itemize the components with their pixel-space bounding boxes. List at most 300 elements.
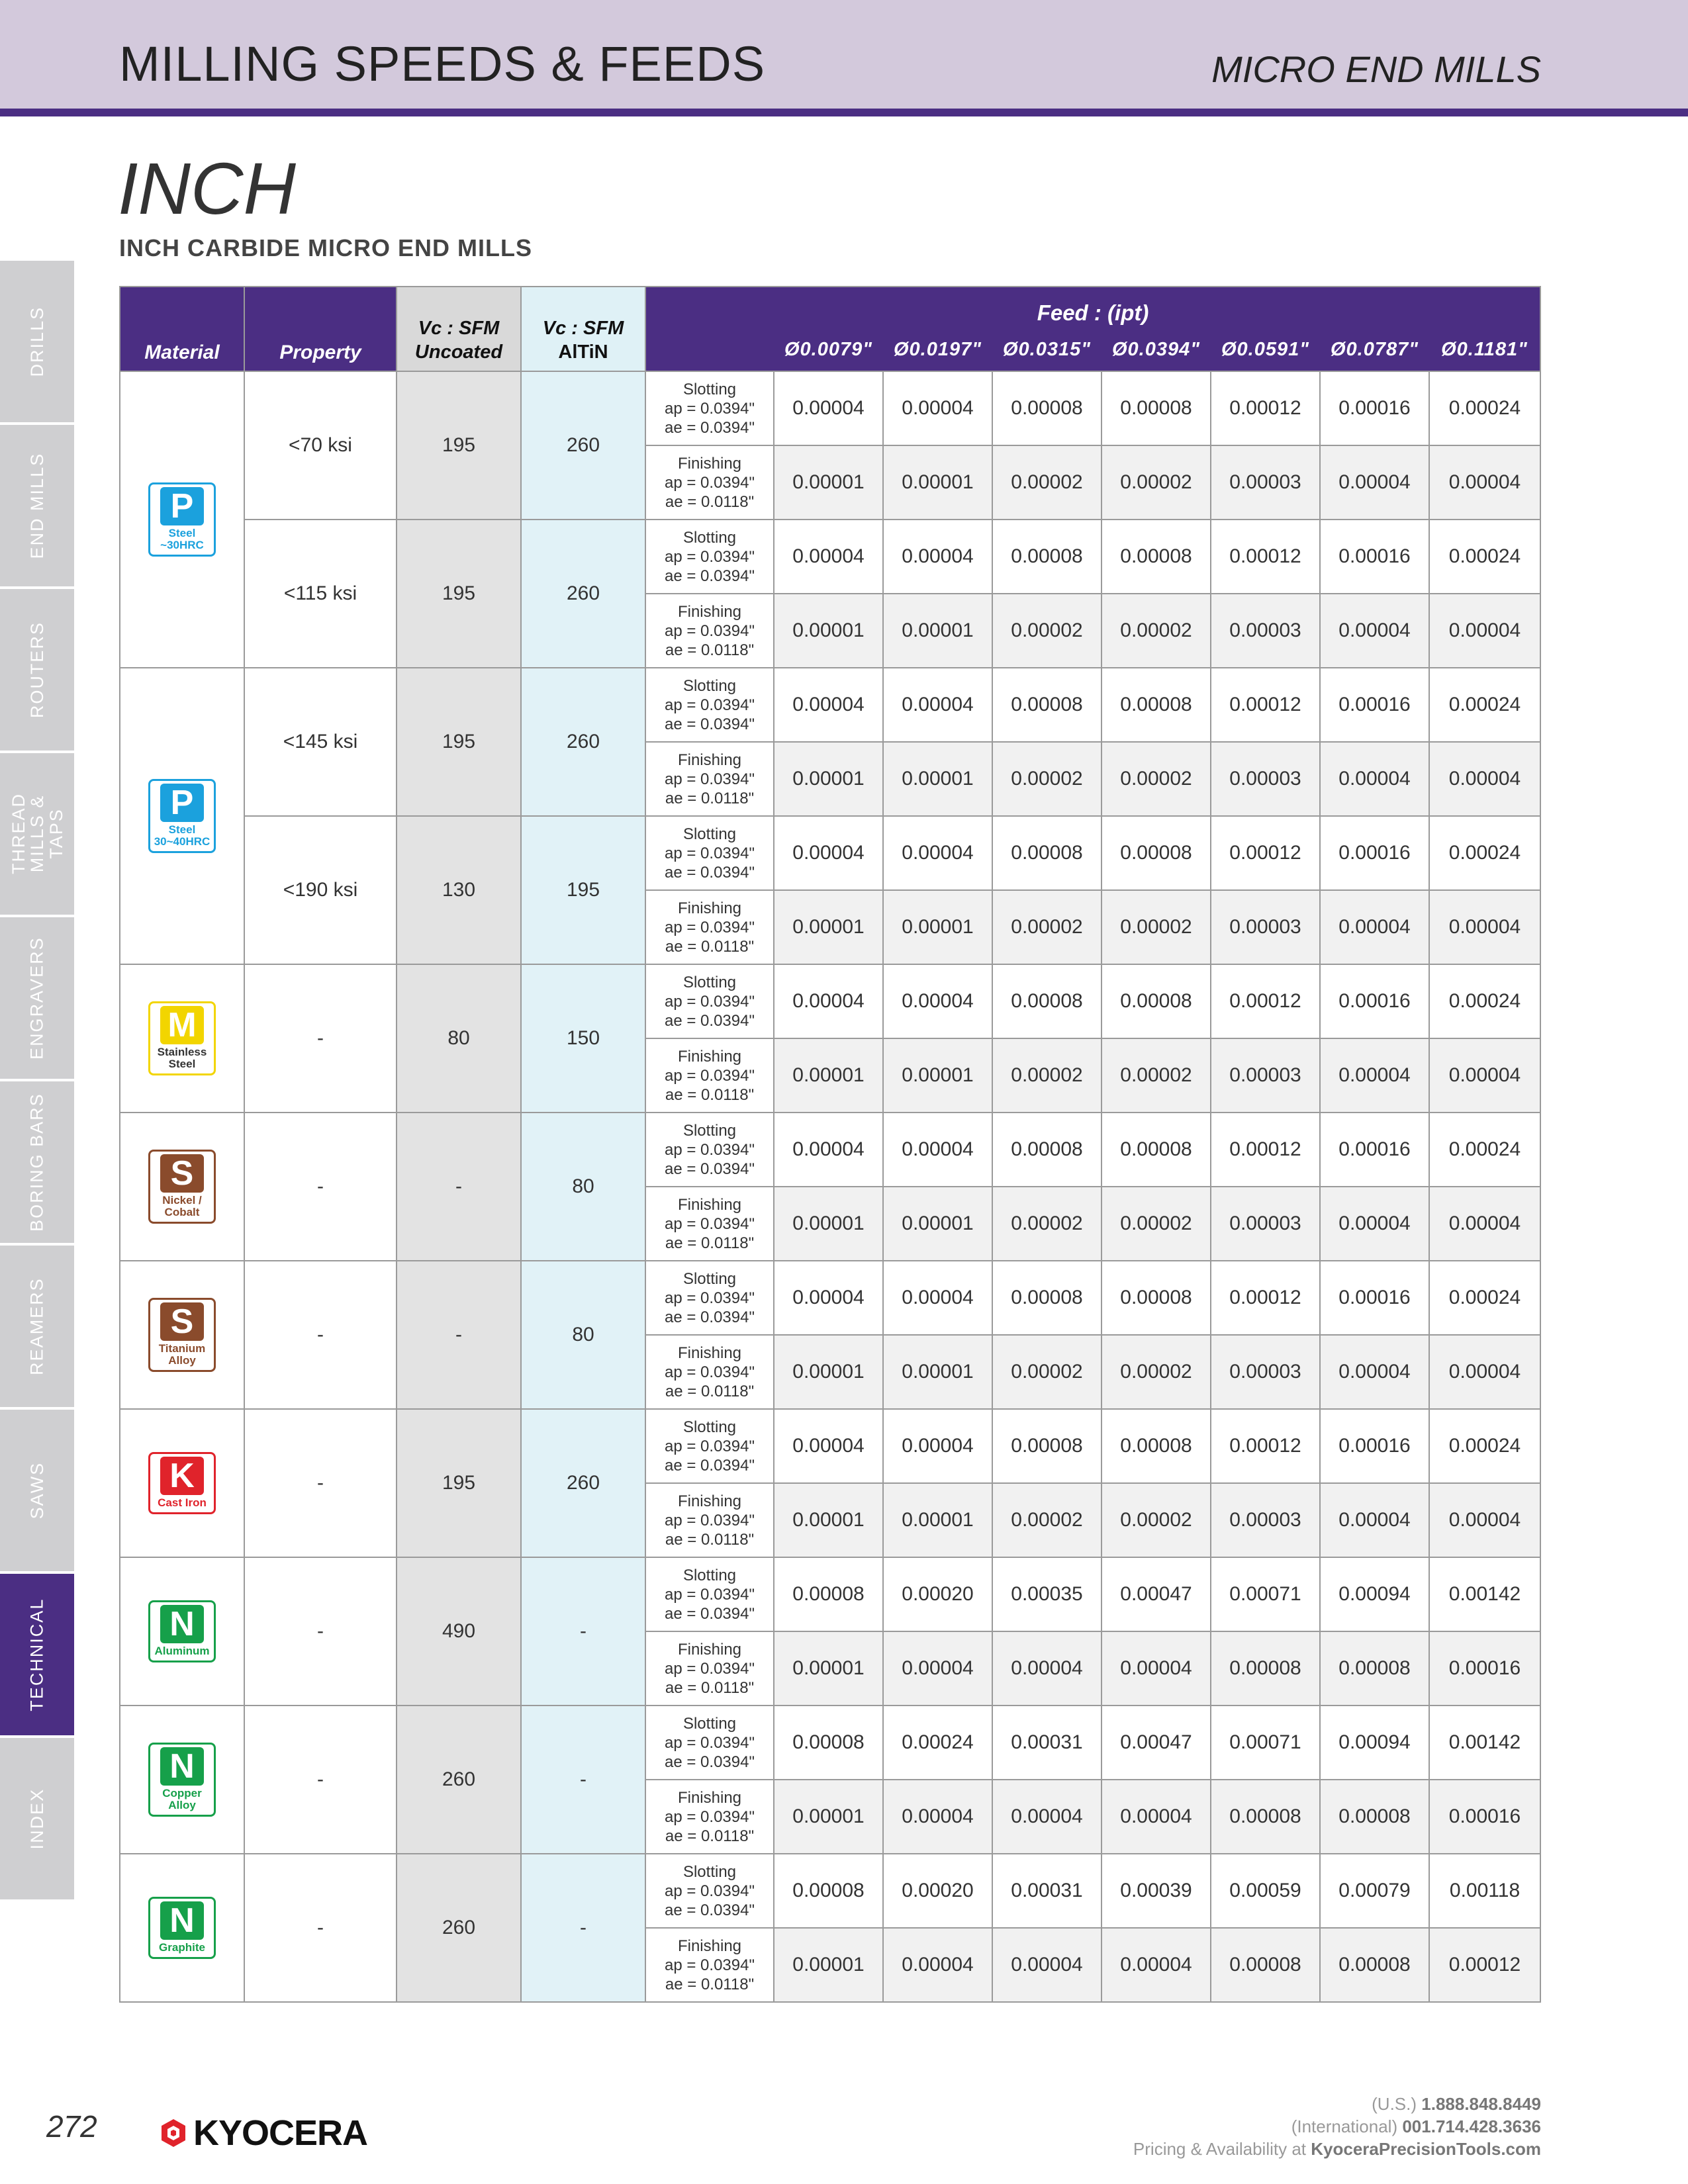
feed-value-cell: 0.00016	[1320, 371, 1429, 445]
slotting-line: Slotting	[682, 1714, 737, 1733]
table-row	[120, 964, 1540, 1038]
feed-value-cell: 0.00004	[883, 816, 992, 890]
feed-value-cell: 0.00012	[1211, 371, 1320, 445]
feed-value-cell: 0.00012	[1211, 668, 1320, 742]
slotting-line: ae = 0.0394"	[665, 1160, 755, 1178]
feed-value-cell: 0.00008	[1102, 816, 1211, 890]
header-material: Material	[120, 287, 244, 371]
header-diameter: Ø0.0079"	[774, 329, 883, 371]
feed-value-cell: 0.00004	[1320, 1483, 1429, 1557]
feed-value-cell: 0.00031	[992, 1706, 1102, 1780]
feed-value-cell: 0.00004	[1102, 1631, 1211, 1706]
vc-uncoated-cell: 195	[397, 520, 521, 668]
header-diameter: Ø0.0591"	[1211, 329, 1320, 371]
material-cell	[120, 1557, 244, 1706]
material-name: Titanium Alloy	[158, 1342, 206, 1367]
feed-value-cell: 0.00024	[1429, 668, 1540, 742]
finishing-line: ap = 0.0394"	[665, 1214, 755, 1233]
feed-value-cell: 0.00002	[992, 445, 1102, 520]
feed-value-cell: 0.00004	[1429, 594, 1540, 668]
feed-value-cell: 0.00008	[1102, 520, 1211, 594]
feed-value-cell: 0.00001	[883, 594, 992, 668]
feed-value-cell: 0.00024	[883, 1706, 992, 1780]
feed-value-cell: 0.00035	[992, 1557, 1102, 1631]
finishing-line: ap = 0.0394"	[665, 918, 755, 936]
feed-value-cell: 0.00004	[992, 1631, 1102, 1706]
brand-name: KYOCERA	[193, 2113, 368, 2153]
feed-value-cell: 0.00012	[1211, 520, 1320, 594]
slotting-cell	[645, 1261, 774, 1335]
slotting-line: ae = 0.0394"	[665, 715, 755, 733]
finishing-line: ap = 0.0394"	[665, 1066, 755, 1085]
vc-uncoated-cell: 260	[397, 1854, 521, 2002]
feed-value-cell: 0.00008	[1320, 1928, 1429, 2002]
feed-value-cell: 0.00001	[774, 1335, 883, 1409]
slotting-line: ae = 0.0394"	[665, 863, 755, 882]
material-cell	[120, 1113, 244, 1261]
tab-engravers[interactable]: ENGRAVERS	[0, 917, 74, 1079]
vc-uncoated-cell: 195	[397, 1409, 521, 1557]
feed-value-cell: 0.00004	[1429, 890, 1540, 964]
feed-value-cell: 0.00142	[1429, 1706, 1540, 1780]
feed-value-cell: 0.00012	[1211, 1113, 1320, 1187]
slotting-line: ap = 0.0394"	[665, 1733, 755, 1752]
finishing-cell	[645, 1038, 774, 1113]
material-name: Copper Alloy	[162, 1787, 202, 1811]
feed-value-cell: 0.00004	[1429, 1187, 1540, 1261]
feed-value-cell: 0.00004	[883, 668, 992, 742]
vc-altin-cell: -	[521, 1557, 645, 1706]
slotting-cell	[645, 964, 774, 1038]
property-cell: <70 ksi	[244, 371, 397, 520]
feed-value-cell: 0.00142	[1429, 1557, 1540, 1631]
feed-value-cell: 0.00004	[992, 1780, 1102, 1854]
feed-value-cell: 0.00004	[883, 1261, 992, 1335]
feed-value-cell: 0.00004	[774, 371, 883, 445]
feed-value-cell: 0.00004	[1320, 1038, 1429, 1113]
slotting-cell	[645, 1409, 774, 1483]
feed-value-cell: 0.00001	[883, 1483, 992, 1557]
property-cell: -	[244, 1409, 397, 1557]
feed-value-cell: 0.00020	[883, 1854, 992, 1928]
finishing-line: Finishing	[677, 1492, 742, 1510]
finishing-line: ae = 0.0118"	[665, 492, 755, 511]
feed-value-cell: 0.00071	[1211, 1557, 1320, 1631]
slotting-cell	[645, 371, 774, 445]
tab-thread-mills-taps[interactable]: THREAD MILLS & TAPS	[0, 753, 74, 915]
feed-value-cell: 0.00008	[992, 520, 1102, 594]
slotting-line: ae = 0.0394"	[665, 418, 755, 437]
page-header-rule	[0, 109, 1688, 116]
feed-value-cell: 0.00001	[774, 1038, 883, 1113]
material-name: Nickel / Cobalt	[162, 1194, 202, 1218]
slotting-line: ae = 0.0394"	[665, 1901, 755, 1919]
feed-value-cell: 0.00024	[1429, 964, 1540, 1038]
finishing-line: ap = 0.0394"	[665, 1363, 755, 1381]
table-row	[120, 371, 1540, 445]
material-cell	[120, 1409, 244, 1557]
feed-value-cell: 0.00003	[1211, 1483, 1320, 1557]
material-letter: S	[160, 1302, 204, 1341]
feed-value-cell: 0.00004	[1102, 1780, 1211, 1854]
finishing-line: ae = 0.0118"	[665, 937, 755, 956]
feed-value-cell: 0.00024	[1429, 1261, 1540, 1335]
feed-value-cell: 0.00008	[774, 1706, 883, 1780]
feed-value-cell: 0.00004	[883, 1409, 992, 1483]
property-cell: <190 ksi	[244, 816, 397, 964]
material-name: Aluminum	[154, 1645, 210, 1657]
material-name: Stainless Steel	[157, 1046, 207, 1070]
vc-uncoated-cell: 490	[397, 1557, 521, 1706]
feed-value-cell: 0.00059	[1211, 1854, 1320, 1928]
feed-value-cell: 0.00024	[1429, 816, 1540, 890]
feed-value-cell: 0.00012	[1211, 964, 1320, 1038]
feed-value-cell: 0.00001	[883, 1038, 992, 1113]
tab-drills[interactable]: DRILLS	[0, 261, 74, 422]
finishing-line: Finishing	[677, 454, 742, 473]
feed-value-cell: 0.00003	[1211, 445, 1320, 520]
header-property: Property	[244, 287, 397, 371]
feed-value-cell: 0.00002	[1102, 594, 1211, 668]
vc-uncoated-cell: 195	[397, 668, 521, 816]
feed-value-cell: 0.00003	[1211, 890, 1320, 964]
tab-routers[interactable]: ROUTERS	[0, 589, 74, 751]
feed-value-cell: 0.00001	[774, 742, 883, 816]
feed-value-cell: 0.00004	[774, 520, 883, 594]
slotting-line: ap = 0.0394"	[665, 1140, 755, 1159]
feed-value-cell: 0.00071	[1211, 1706, 1320, 1780]
table-row	[120, 668, 1540, 742]
material-cell	[120, 668, 244, 964]
material-name: Steel ~30HRC	[160, 527, 204, 551]
tab-index[interactable]: INDEX	[0, 1738, 74, 1899]
material-name: Steel 30~40HRC	[154, 823, 211, 848]
feed-value-cell: 0.00008	[992, 1409, 1102, 1483]
slotting-line: ap = 0.0394"	[665, 1437, 755, 1455]
tab-reamers[interactable]: REAMERS	[0, 1246, 74, 1407]
vc-uncoated-cell: -	[397, 1113, 521, 1261]
feed-value-cell: 0.00008	[992, 1261, 1102, 1335]
feed-value-cell: 0.00004	[883, 1631, 992, 1706]
slotting-line: Slotting	[682, 973, 737, 991]
feed-value-cell: 0.00012	[1211, 816, 1320, 890]
table-row	[120, 1409, 1540, 1483]
slotting-line: ae = 0.0394"	[665, 1604, 755, 1623]
finishing-line: ae = 0.0118"	[665, 1085, 755, 1104]
slotting-line: Slotting	[682, 1121, 737, 1140]
slotting-line: Slotting	[682, 380, 737, 398]
feed-value-cell: 0.00016	[1320, 1409, 1429, 1483]
kyocera-mark-icon	[160, 2118, 187, 2148]
slotting-line: ae = 0.0394"	[665, 1308, 755, 1326]
vc-uncoated-cell: 80	[397, 964, 521, 1113]
feed-value-cell: 0.00094	[1320, 1706, 1429, 1780]
finishing-line: ae = 0.0118"	[665, 641, 755, 659]
website-line: Pricing & Availability at KyoceraPrecisionTools.com	[1133, 2139, 1541, 2159]
material-letter: N	[160, 1901, 204, 1940]
slotting-cell	[645, 1706, 774, 1780]
feed-value-cell: 0.00008	[992, 668, 1102, 742]
feed-value-cell: 0.00002	[1102, 1187, 1211, 1261]
feed-value-cell: 0.00003	[1211, 742, 1320, 816]
finishing-line: ap = 0.0394"	[665, 621, 755, 640]
property-cell: -	[244, 1557, 397, 1706]
material-badge	[148, 1600, 216, 1662]
feed-value-cell: 0.00001	[883, 890, 992, 964]
finishing-cell	[645, 1631, 774, 1706]
feed-value-cell: 0.00001	[774, 890, 883, 964]
finishing-line: ae = 0.0118"	[665, 1382, 755, 1400]
feed-value-cell: 0.00004	[883, 371, 992, 445]
slotting-line: ap = 0.0394"	[665, 844, 755, 862]
finishing-cell	[645, 742, 774, 816]
feed-value-cell: 0.00004	[883, 520, 992, 594]
finishing-cell	[645, 890, 774, 964]
slotting-line: ap = 0.0394"	[665, 1882, 755, 1900]
us-phone-line: (U.S.) 1.888.848.8449	[1372, 2094, 1541, 2114]
finishing-line: ap = 0.0394"	[665, 770, 755, 788]
header-diameter: Ø0.0787"	[1320, 329, 1429, 371]
finishing-line: ae = 0.0118"	[665, 1827, 755, 1845]
feed-value-cell: 0.00004	[774, 1261, 883, 1335]
vc-altin-cell: 195	[521, 816, 645, 964]
slotting-line: ap = 0.0394"	[665, 992, 755, 1011]
feed-value-cell: 0.00004	[1320, 445, 1429, 520]
finishing-line: ap = 0.0394"	[665, 1511, 755, 1529]
feed-value-cell: 0.00004	[1429, 1038, 1540, 1113]
finishing-line: Finishing	[677, 602, 742, 621]
section-subtitle: INCH CARBIDE MICRO END MILLS	[119, 234, 532, 261]
tab-end-mills[interactable]: END MILLS	[0, 425, 74, 586]
finishing-line: ae = 0.0118"	[665, 1678, 755, 1697]
material-letter: M	[160, 1006, 204, 1044]
slotting-line: Slotting	[682, 1566, 737, 1584]
tab-saws[interactable]: SAWS	[0, 1410, 74, 1571]
feed-value-cell: 0.00012	[1429, 1928, 1540, 2002]
slotting-line: ae = 0.0394"	[665, 1011, 755, 1030]
slotting-cell	[645, 668, 774, 742]
section-title: INCH	[118, 148, 296, 230]
header-vc-uncoated: Vc : SFM Uncoated	[397, 287, 521, 371]
feed-value-cell: 0.00008	[992, 816, 1102, 890]
material-name: Cast Iron	[158, 1496, 207, 1509]
feed-value-cell: 0.00008	[1211, 1631, 1320, 1706]
page-number: 272	[46, 2109, 97, 2144]
feed-value-cell: 0.00002	[992, 890, 1102, 964]
feed-value-cell: 0.00002	[1102, 1038, 1211, 1113]
slotting-cell	[645, 520, 774, 594]
feed-value-cell: 0.00004	[1429, 742, 1540, 816]
slotting-line: Slotting	[682, 1418, 737, 1436]
finishing-line: Finishing	[677, 1640, 742, 1659]
feed-value-cell: 0.00004	[1429, 1335, 1540, 1409]
vc-altin-cell: 260	[521, 1409, 645, 1557]
material-badge	[148, 1743, 216, 1817]
feed-value-cell: 0.00008	[992, 371, 1102, 445]
feed-value-cell: 0.00003	[1211, 1038, 1320, 1113]
feed-value-cell: 0.00002	[1102, 742, 1211, 816]
table-row	[120, 1854, 1540, 1928]
feed-value-cell: 0.00001	[883, 1187, 992, 1261]
feed-value-cell: 0.00004	[883, 1780, 992, 1854]
material-letter: N	[160, 1605, 204, 1643]
vc-uncoated-cell: -	[397, 1261, 521, 1409]
feed-value-cell: 0.00008	[1102, 668, 1211, 742]
table-row	[120, 1113, 1540, 1187]
slotting-cell	[645, 1557, 774, 1631]
material-cell	[120, 1706, 244, 1854]
finishing-line: Finishing	[677, 1047, 742, 1066]
property-cell: -	[244, 1261, 397, 1409]
feed-value-cell: 0.00004	[774, 964, 883, 1038]
intl-phone-line: (International) 001.714.428.3636	[1291, 2116, 1541, 2136]
feed-value-cell: 0.00047	[1102, 1706, 1211, 1780]
slotting-line: ae = 0.0394"	[665, 1456, 755, 1475]
finishing-cell	[645, 594, 774, 668]
feed-value-cell: 0.00002	[1102, 890, 1211, 964]
feed-value-cell: 0.00001	[774, 445, 883, 520]
feed-value-cell: 0.00008	[992, 964, 1102, 1038]
feed-value-cell: 0.00008	[992, 1113, 1102, 1187]
feed-value-cell: 0.00024	[1429, 1409, 1540, 1483]
feed-value-cell: 0.00016	[1320, 816, 1429, 890]
feed-value-cell: 0.00004	[1102, 1928, 1211, 2002]
feed-value-cell: 0.00001	[774, 1928, 883, 2002]
material-badge	[148, 1897, 216, 1959]
feed-value-cell: 0.00001	[883, 445, 992, 520]
feed-value-cell: 0.00002	[992, 742, 1102, 816]
header-diameter: Ø0.0197"	[883, 329, 992, 371]
material-name: Graphite	[159, 1941, 205, 1954]
finishing-cell	[645, 1187, 774, 1261]
feed-value-cell: 0.00047	[1102, 1557, 1211, 1631]
material-letter: P	[160, 487, 204, 525]
slotting-line: Slotting	[682, 1862, 737, 1881]
feed-value-cell: 0.00003	[1211, 1187, 1320, 1261]
feed-value-cell: 0.00008	[1320, 1631, 1429, 1706]
finishing-line: ae = 0.0118"	[665, 1530, 755, 1549]
feed-value-cell: 0.00004	[992, 1928, 1102, 2002]
table-row	[120, 520, 1540, 594]
feed-value-cell: 0.00004	[774, 816, 883, 890]
slotting-line: ap = 0.0394"	[665, 399, 755, 418]
page-category: MICRO END MILLS	[1211, 48, 1541, 90]
finishing-line: Finishing	[677, 1343, 742, 1362]
finishing-line: ae = 0.0118"	[665, 1234, 755, 1252]
vc-uncoated-cell: 195	[397, 371, 521, 520]
finishing-line: Finishing	[677, 751, 742, 769]
feed-value-cell: 0.00004	[774, 1409, 883, 1483]
finishing-cell	[645, 1335, 774, 1409]
material-cell	[120, 1261, 244, 1409]
feed-value-cell: 0.00001	[883, 1335, 992, 1409]
slotting-line: ap = 0.0394"	[665, 547, 755, 566]
finishing-cell	[645, 1928, 774, 2002]
feed-value-cell: 0.00118	[1429, 1854, 1540, 1928]
feed-value-cell: 0.00008	[1211, 1780, 1320, 1854]
feed-value-cell: 0.00004	[1429, 445, 1540, 520]
material-letter: K	[160, 1457, 204, 1495]
feed-value-cell: 0.00004	[1320, 890, 1429, 964]
slotting-line: Slotting	[682, 528, 737, 547]
property-cell: -	[244, 1706, 397, 1854]
header-diameter: Ø0.0394"	[1102, 329, 1211, 371]
feed-value-cell: 0.00094	[1320, 1557, 1429, 1631]
feed-value-cell: 0.00002	[992, 1335, 1102, 1409]
feed-value-cell: 0.00004	[1320, 1187, 1429, 1261]
table-body	[120, 371, 1540, 2002]
feed-value-cell: 0.00001	[774, 1631, 883, 1706]
vc-uncoated-cell: 130	[397, 816, 521, 964]
finishing-line: ap = 0.0394"	[665, 1659, 755, 1678]
feed-value-cell: 0.00002	[1102, 1483, 1211, 1557]
material-cell	[120, 371, 244, 668]
finishing-line: Finishing	[677, 1936, 742, 1955]
website-link[interactable]: KyoceraPrecisionTools.com	[1311, 2139, 1541, 2159]
feed-value-cell: 0.00001	[774, 1187, 883, 1261]
vc-altin-cell: -	[521, 1706, 645, 1854]
finishing-line: Finishing	[677, 1788, 742, 1807]
feed-value-cell: 0.00039	[1102, 1854, 1211, 1928]
material-badge	[148, 779, 216, 853]
kyocera-logo	[160, 2113, 367, 2154]
finishing-cell	[645, 1483, 774, 1557]
material-badge	[148, 1150, 216, 1224]
feed-value-cell: 0.00004	[883, 964, 992, 1038]
material-letter: N	[160, 1747, 204, 1786]
vc-altin-cell: 260	[521, 371, 645, 520]
vc-altin-cell: 80	[521, 1113, 645, 1261]
material-badge	[148, 482, 216, 557]
feed-value-cell: 0.00004	[883, 1113, 992, 1187]
tab-technical[interactable]: TECHNICAL	[0, 1574, 74, 1735]
feed-value-cell: 0.00001	[774, 1483, 883, 1557]
feed-value-cell: 0.00004	[1429, 1483, 1540, 1557]
feed-value-cell: 0.00001	[883, 742, 992, 816]
feed-value-cell: 0.00008	[1102, 371, 1211, 445]
material-badge	[148, 1298, 216, 1372]
feed-value-cell: 0.00031	[992, 1854, 1102, 1928]
vc-altin-cell: -	[521, 1854, 645, 2002]
feed-value-cell: 0.00016	[1320, 668, 1429, 742]
feed-value-cell: 0.00004	[1320, 594, 1429, 668]
feed-value-cell: 0.00002	[992, 1038, 1102, 1113]
feed-value-cell: 0.00016	[1320, 520, 1429, 594]
material-letter: S	[160, 1154, 204, 1193]
feed-value-cell: 0.00004	[1320, 1335, 1429, 1409]
tab-boring-bars[interactable]: BORING BARS	[0, 1081, 74, 1243]
property-cell: <115 ksi	[244, 520, 397, 668]
feed-value-cell: 0.00002	[992, 1483, 1102, 1557]
feed-value-cell: 0.00016	[1429, 1631, 1540, 1706]
property-cell: -	[244, 964, 397, 1113]
slotting-cell	[645, 1854, 774, 1928]
material-letter: P	[160, 784, 204, 822]
slotting-line: ap = 0.0394"	[665, 1289, 755, 1307]
slotting-line: ae = 0.0394"	[665, 567, 755, 585]
finishing-cell	[645, 1780, 774, 1854]
vc-altin-cell: 80	[521, 1261, 645, 1409]
finishing-line: ap = 0.0394"	[665, 473, 755, 492]
table-row	[120, 1557, 1540, 1631]
feed-value-cell: 0.00008	[774, 1854, 883, 1928]
slotting-line: Slotting	[682, 676, 737, 695]
finishing-line: ae = 0.0118"	[665, 1975, 755, 1993]
feed-value-cell: 0.00008	[1102, 1409, 1211, 1483]
feed-value-cell: 0.00020	[883, 1557, 992, 1631]
feed-value-cell: 0.00016	[1429, 1780, 1540, 1854]
feed-value-cell: 0.00008	[1211, 1928, 1320, 2002]
